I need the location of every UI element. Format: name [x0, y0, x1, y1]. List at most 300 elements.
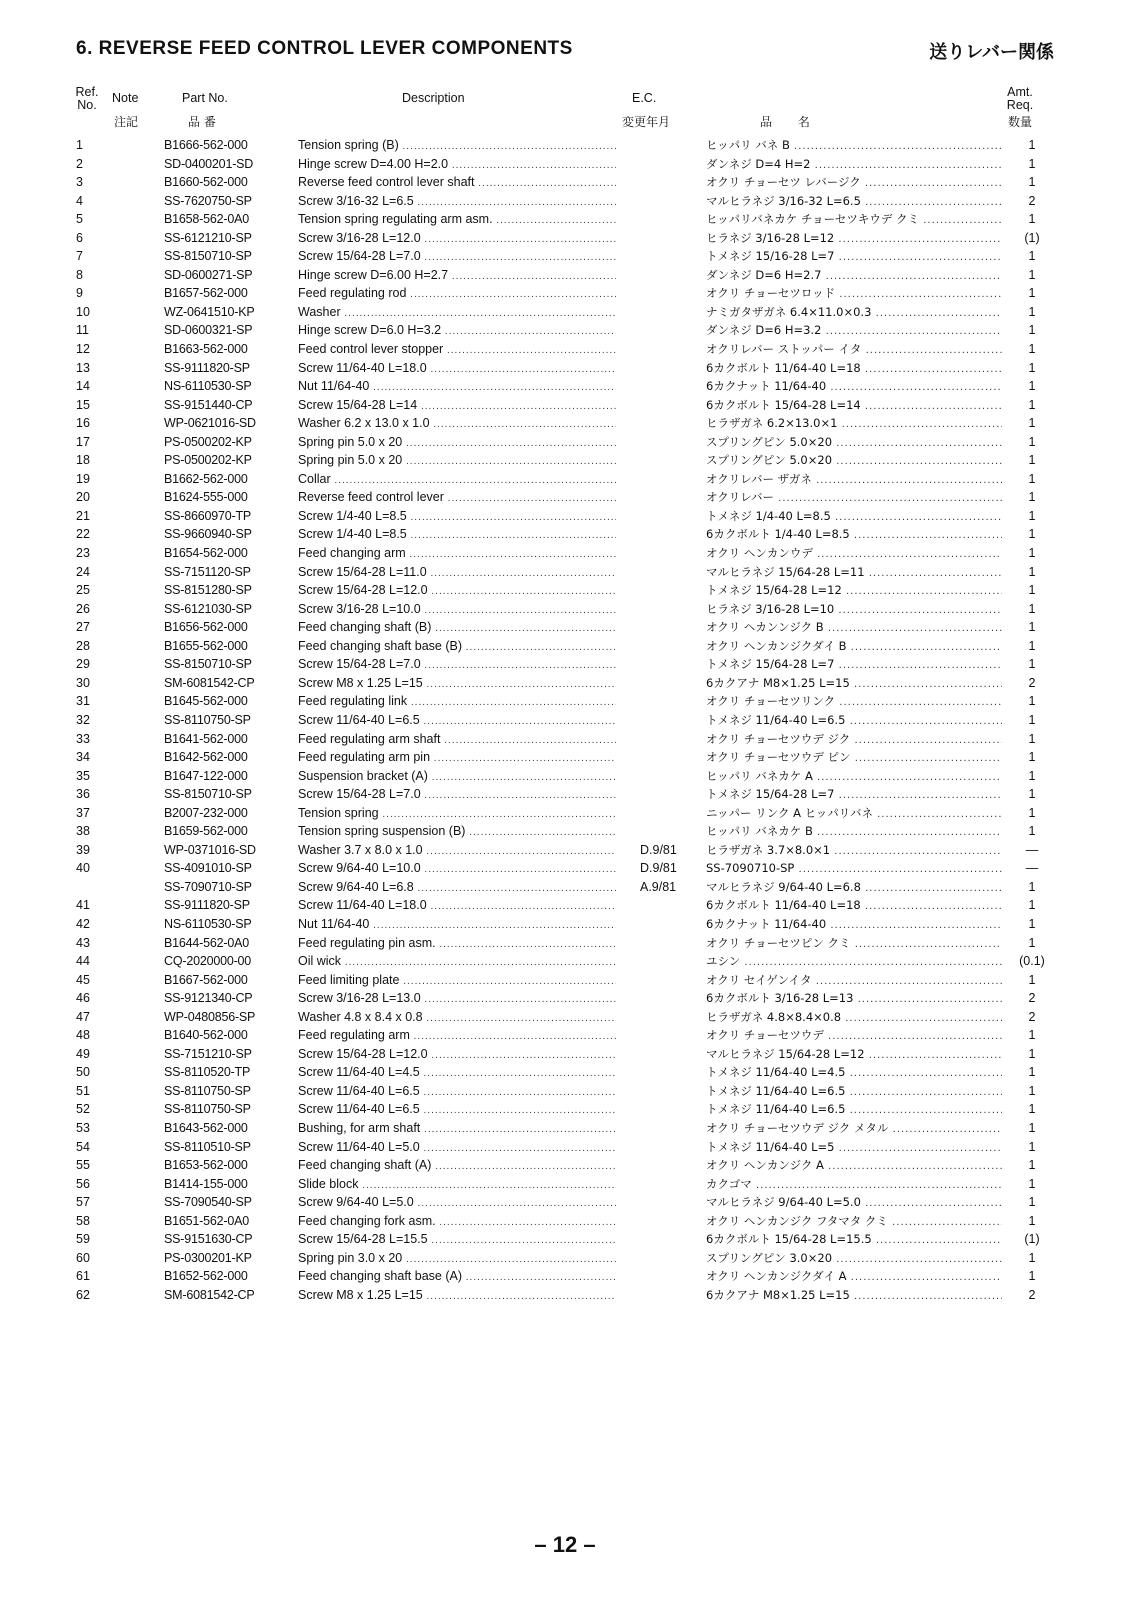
- ref-number: 47: [76, 1009, 90, 1024]
- table-row: [0, 878, 1130, 897]
- japanese-name: オクリ チョーセツロッド .....: [706, 284, 1002, 305]
- part-number: B2007-232-000: [164, 805, 248, 820]
- table-row: [0, 544, 1130, 563]
- ref-number: 18: [76, 453, 90, 468]
- japanese-name: ヒラザガネ 3.7×8.0×1 .....: [706, 841, 1002, 862]
- table-row: [0, 859, 1130, 878]
- table-row: [0, 1063, 1130, 1082]
- ref-number: 38: [76, 824, 90, 839]
- table-row: [0, 655, 1130, 674]
- amount-required: 1: [1028, 1139, 1036, 1154]
- amount-required: 1: [1028, 471, 1036, 486]
- ref-number: 21: [76, 508, 90, 523]
- japanese-name: オクリ チョーセツ レバージク .....: [706, 173, 1002, 194]
- description: Screw 15/64-28 L=7.0 .....: [298, 655, 616, 676]
- table-row: [0, 1082, 1130, 1101]
- japanese-name: 6カクボルト 3/16-28 L=13 .....: [706, 989, 1002, 1010]
- ref-number: 56: [76, 1176, 90, 1191]
- table-row: [0, 692, 1130, 711]
- japanese-name: スプリングピン 5.0×20 .....: [706, 433, 1002, 454]
- description: Screw 9/64-40 L=5.0 .....: [298, 1193, 616, 1214]
- description: Feed regulating arm .....: [298, 1026, 616, 1047]
- table-row: [0, 637, 1130, 656]
- amount-required: 1: [1028, 379, 1036, 394]
- japanese-name: 6カクボルト 11/64-40 L=18 .....: [706, 359, 1002, 380]
- description: Screw 9/64-40 L=6.8 .....: [298, 878, 616, 899]
- part-number: B1666-562-000: [164, 138, 248, 152]
- header-ec: E.C.: [632, 91, 657, 105]
- part-number: SS-7620750-SP: [164, 193, 252, 208]
- description: Screw 1/4-40 L=8.5 .....: [298, 507, 616, 528]
- description: Screw M8 x 1.25 L=15 .....: [298, 674, 616, 695]
- ref-number: 6: [76, 230, 83, 245]
- description: Washer .....: [298, 303, 616, 324]
- japanese-name: カクゴマ .....: [706, 1175, 1002, 1196]
- part-number: SM-6081542-CP: [164, 675, 255, 690]
- part-number: SS-9111820-SP: [164, 360, 250, 375]
- description: Screw 15/64-28 L=15.5 .....: [298, 1230, 616, 1251]
- ref-number: 33: [76, 731, 90, 746]
- table-row: [0, 674, 1130, 693]
- japanese-name: ヒラネジ 3/16-28 L=12 .....: [706, 229, 1002, 250]
- table-row: [0, 340, 1130, 359]
- description: Screw 3/16-32 L=6.5 .....: [298, 192, 616, 213]
- table-row: [0, 952, 1130, 971]
- ref-number: 60: [76, 1250, 90, 1265]
- ref-number: 61: [76, 1269, 90, 1284]
- ref-number: 43: [76, 935, 90, 950]
- header-note: Note: [112, 91, 139, 105]
- table-row: [0, 804, 1130, 823]
- amount-required: 1: [1028, 286, 1036, 301]
- table-row: [0, 1100, 1130, 1119]
- amount-required: 1: [1028, 972, 1036, 987]
- ref-number: 9: [76, 286, 83, 301]
- ref-number: 17: [76, 434, 90, 449]
- ref-number: 3: [76, 175, 83, 190]
- japanese-name: オクリ ヘンカンジク フタマタ クミ .....: [706, 1212, 1002, 1233]
- description: Screw 15/64-28 L=7.0 .....: [298, 785, 616, 806]
- japanese-name: ヒラネジ 3/16-28 L=10 .....: [706, 600, 1002, 621]
- table-row: [0, 507, 1130, 526]
- table-row: [0, 1156, 1130, 1175]
- part-number: B1659-562-000: [164, 824, 248, 839]
- amount-required: 1: [1028, 490, 1036, 505]
- japanese-name: 6カクナット 11/64-40 .....: [706, 377, 1002, 398]
- table-row: [0, 210, 1130, 229]
- amount-required: 2: [1028, 675, 1036, 690]
- japanese-name: オクリ チョーセツウデ ジク メタル .....: [706, 1119, 1002, 1140]
- amount-required: 1: [1028, 323, 1036, 338]
- table-row: [0, 1008, 1130, 1027]
- part-number: B1657-562-000: [164, 286, 248, 301]
- part-number: NS-6110530-SP: [164, 916, 252, 931]
- amount-required: 1: [1028, 546, 1036, 561]
- ref-number: 24: [76, 564, 90, 579]
- amount-required: 1: [1028, 1158, 1036, 1173]
- amount-required: 1: [1028, 397, 1036, 412]
- japanese-name: オクリ ヘンカンジクダイ B .....: [706, 637, 1002, 658]
- parts-table: [0, 136, 1130, 1304]
- table-row: [0, 303, 1130, 322]
- amount-required: 1: [1028, 1028, 1036, 1043]
- description: Nut 11/64-40 .....: [298, 377, 616, 398]
- amount-required: 1: [1028, 249, 1036, 264]
- page-number: – 12 –: [534, 1532, 596, 1557]
- japanese-name: トメネジ 15/16-28 L=7 .....: [706, 247, 1002, 268]
- header-part-no-jp: 品 番: [188, 115, 216, 129]
- table-row: [0, 1026, 1130, 1045]
- part-number: B1651-562-0A0: [164, 1213, 249, 1228]
- description: Tension spring .....: [298, 804, 616, 825]
- japanese-name: ナミガタザガネ 6.4×11.0×0.3 .....: [706, 303, 1002, 324]
- description: Feed regulating arm pin .....: [298, 748, 616, 769]
- part-number: WZ-0641510-KP: [164, 304, 255, 319]
- amount-required: 2: [1028, 1287, 1036, 1302]
- amount-required: 1: [1028, 583, 1036, 598]
- amount-required: 1: [1028, 527, 1036, 542]
- japanese-name: 6カクアナ M8×1.25 L=15 .....: [706, 674, 1002, 695]
- description: Screw 1/4-40 L=8.5 .....: [298, 525, 616, 546]
- japanese-name: ヒラザガネ 4.8×8.4×0.8 .....: [706, 1008, 1002, 1029]
- ref-number: 34: [76, 750, 90, 765]
- amount-required: 1: [1028, 434, 1036, 449]
- part-number: SS-7151210-SP: [164, 1046, 252, 1061]
- amount-required: 1: [1028, 657, 1036, 672]
- part-number: SS-8110750-SP: [164, 712, 251, 727]
- amount-required: 1: [1028, 156, 1036, 171]
- part-number: NS-6110530-SP: [164, 379, 252, 394]
- part-number: B1660-562-000: [164, 175, 248, 190]
- part-number: SS-9151440-CP: [164, 397, 253, 412]
- table-row: [0, 1286, 1130, 1305]
- amount-required: 1: [1028, 360, 1036, 375]
- japanese-name: 6カクボルト 1/4-40 L=8.5 .....: [706, 525, 1002, 546]
- table-row: [0, 581, 1130, 600]
- ref-number: 27: [76, 620, 90, 635]
- amount-required: 1: [1028, 1213, 1036, 1228]
- ref-number: 30: [76, 675, 90, 690]
- japanese-name: トメネジ 11/64-40 L=6.5 .....: [706, 1082, 1002, 1103]
- header-amt-jp: 数量: [1007, 115, 1032, 129]
- japanese-name: ダンネジ D=6 H=2.7 .....: [706, 266, 1002, 287]
- part-number: SD-0400201-SD: [164, 156, 254, 171]
- part-number: WP-0621016-SD: [164, 416, 256, 431]
- part-number: SS-8660970-TP: [164, 508, 252, 523]
- description: Bushing, for arm shaft .....: [298, 1119, 616, 1140]
- table-row: [0, 1230, 1130, 1249]
- japanese-name: オクリ ヘンカンジク A .....: [706, 1156, 1002, 1177]
- table-row: [0, 1249, 1130, 1268]
- part-number: B1653-562-000: [164, 1158, 248, 1173]
- description: Feed changing shaft (B) .....: [298, 618, 616, 639]
- table-row: [0, 470, 1130, 489]
- amount-required: 1: [1028, 916, 1036, 931]
- description: Screw 15/64-28 L=14 .....: [298, 396, 616, 417]
- table-row: [0, 563, 1130, 582]
- table-row: [0, 767, 1130, 786]
- amount-required: 1: [1028, 508, 1036, 523]
- japanese-name: オクリ ヘカンンジク B .....: [706, 618, 1002, 639]
- ref-number: 5: [76, 212, 83, 227]
- amount-required: 1: [1028, 304, 1036, 319]
- table-row: [0, 989, 1130, 1008]
- ref-number: 57: [76, 1195, 90, 1210]
- part-number: SS-7090540-SP: [164, 1195, 252, 1210]
- ref-number: 12: [76, 342, 90, 357]
- japanese-name: オクリレバー ザガネ .....: [706, 470, 1002, 491]
- ref-number: 39: [76, 842, 90, 857]
- amount-required: 1: [1028, 1176, 1036, 1191]
- description: Tension spring suspension (B) .....: [298, 822, 616, 843]
- description: Feed changing shaft base (A) .....: [298, 1267, 616, 1288]
- description: Feed limiting plate .....: [298, 971, 616, 992]
- table-row: [0, 266, 1130, 285]
- amount-required: 1: [1028, 453, 1036, 468]
- amount-required: 1: [1028, 175, 1036, 190]
- amount-required: 1: [1028, 1102, 1036, 1117]
- description: Feed changing fork asm. .....: [298, 1212, 616, 1233]
- description: Screw 9/64-40 L=10.0 .....: [298, 859, 616, 880]
- description: Screw 11/64-40 L=4.5 .....: [298, 1063, 616, 1084]
- header-ec-jp: 変更年月: [622, 115, 671, 129]
- japanese-name: オクリ ヘンカンジクダイ A .....: [706, 1267, 1002, 1288]
- description: Collar .....: [298, 470, 616, 491]
- amount-required: (1): [1024, 230, 1040, 245]
- japanese-name: トメネジ 11/64-40 L=6.5 .....: [706, 711, 1002, 732]
- amount-required: (1): [1024, 1232, 1040, 1247]
- part-number: SM-6081542-CP: [164, 1287, 255, 1302]
- ref-number: 35: [76, 768, 90, 783]
- japanese-name: 6カクボルト 11/64-40 L=18 .....: [706, 896, 1002, 917]
- japanese-name: ヒラザガネ 6.2×13.0×1 .....: [706, 414, 1002, 435]
- amount-required: 1: [1028, 342, 1036, 357]
- ref-number: 62: [76, 1287, 90, 1302]
- ref-number: 55: [76, 1158, 90, 1173]
- description: Feed changing shaft (A) .....: [298, 1156, 616, 1177]
- ref-number: 14: [76, 379, 90, 394]
- ref-number: 11: [76, 323, 89, 338]
- japanese-name: マルヒラネジ 9/64-40 L=5.0 .....: [706, 1193, 1002, 1214]
- amount-required: (0.1): [1019, 954, 1045, 969]
- description: Feed regulating arm shaft .....: [298, 730, 616, 751]
- description: Washer 6.2 x 13.0 x 1.0 .....: [298, 414, 616, 435]
- table-row: [0, 841, 1130, 860]
- part-number: B1652-562-000: [164, 1269, 248, 1284]
- description: Oil wick .....: [298, 952, 616, 973]
- table-row: [0, 136, 1130, 155]
- table-row: [0, 192, 1130, 211]
- amount-required: 1: [1028, 212, 1036, 227]
- japanese-name: トメネジ 15/64-28 L=7 .....: [706, 655, 1002, 676]
- japanese-name: オクリレバー .....: [706, 488, 1002, 509]
- japanese-name: ヒッパリ バネカケ B .....: [706, 822, 1002, 843]
- table-row: [0, 896, 1130, 915]
- amount-required: 1: [1028, 138, 1036, 152]
- amount-required: 1: [1028, 712, 1036, 727]
- japanese-name: マルヒラネジ 15/64-28 L=12 .....: [706, 1045, 1002, 1066]
- ref-number: 15: [76, 397, 90, 412]
- ref-number: 40: [76, 861, 90, 876]
- ref-number: 50: [76, 1065, 90, 1080]
- japanese-name: オクリ チョーセツリンク .....: [706, 692, 1002, 713]
- amount-required: 1: [1028, 1065, 1036, 1080]
- header-ref: Ref. No.: [75, 85, 99, 112]
- ref-number: 44: [76, 954, 90, 969]
- part-number: B1656-562-000: [164, 620, 248, 635]
- ref-number: 59: [76, 1232, 90, 1247]
- description: Tension spring (B) .....: [298, 136, 616, 157]
- part-number: PS-0500202-KP: [164, 434, 252, 449]
- japanese-name: オクリ チョーセツピン クミ .....: [706, 934, 1002, 955]
- description: Screw 15/64-28 L=7.0 .....: [298, 247, 616, 268]
- ref-number: 8: [76, 267, 83, 282]
- part-number: SS-8150710-SP: [164, 249, 252, 264]
- japanese-name: トメネジ 15/64-28 L=12 .....: [706, 581, 1002, 602]
- japanese-name: ヒッパリ バネカケ A .....: [706, 767, 1002, 788]
- table-row: [0, 785, 1130, 804]
- part-number: B1667-562-000: [164, 972, 248, 987]
- description: Feed regulating pin asm. .....: [298, 934, 616, 955]
- description: Hinge screw D=4.00 H=2.0 .....: [298, 155, 616, 176]
- japanese-name: ニッパー リンク A ヒッパリバネ .....: [706, 804, 1002, 825]
- table-row: [0, 1267, 1130, 1286]
- ref-number: 19: [76, 471, 90, 486]
- ref-number: 26: [76, 601, 90, 616]
- description: Screw 11/64-40 L=6.5 .....: [298, 1082, 616, 1103]
- ref-number: 45: [76, 972, 90, 987]
- description: Spring pin 3.0 x 20 .....: [298, 1249, 616, 1270]
- table-row: [0, 1045, 1130, 1064]
- part-number: SS-8110510-SP: [164, 1139, 251, 1154]
- part-number: SS-9111820-SP: [164, 898, 250, 913]
- amount-required: 1: [1028, 1120, 1036, 1135]
- part-number: B1655-562-000: [164, 638, 248, 653]
- amount-required: 1: [1028, 879, 1036, 894]
- description: Screw 11/64-40 L=5.0 .....: [298, 1138, 616, 1159]
- japanese-name: 6カクボルト 15/64-28 L=14 .....: [706, 396, 1002, 417]
- ref-number: 1: [76, 138, 83, 152]
- amount-required: 1: [1028, 601, 1036, 616]
- page-title: 6. REVERSE FEED CONTROL LEVER COMPONENTS: [76, 38, 573, 59]
- table-row: [0, 971, 1130, 990]
- description: Screw 3/16-28 L=10.0 .....: [298, 600, 616, 621]
- description: Washer 4.8 x 8.4 x 0.8 .....: [298, 1008, 616, 1029]
- part-number: B1641-562-000: [164, 731, 248, 746]
- table-row: [0, 1175, 1130, 1194]
- table-row: [0, 1193, 1130, 1212]
- amount-required: 1: [1028, 1083, 1036, 1098]
- part-number: B1414-155-000: [164, 1176, 248, 1191]
- description: Screw 3/16-28 L=12.0 .....: [298, 229, 616, 250]
- ref-number: 4: [76, 193, 83, 208]
- table-row: [0, 934, 1130, 953]
- table-row: [0, 1119, 1130, 1138]
- table-row: [0, 1138, 1130, 1157]
- table-row: [0, 488, 1130, 507]
- japanese-name: トメネジ 1/4-40 L=8.5 .....: [706, 507, 1002, 528]
- ref-number: 52: [76, 1102, 90, 1117]
- japanese-name: オクリレバー ストッパー イタ .....: [706, 340, 1002, 361]
- table-row: [0, 284, 1130, 303]
- description: Feed changing shaft base (B) .....: [298, 637, 616, 658]
- table-row: [0, 377, 1130, 396]
- table-row: [0, 711, 1130, 730]
- description: Reverse feed control lever .....: [298, 488, 616, 509]
- table-row: [0, 155, 1130, 174]
- part-number: SS-8110750-SP: [164, 1102, 251, 1117]
- table-row: [0, 822, 1130, 841]
- table-row: [0, 600, 1130, 619]
- japanese-name: スプリングピン 3.0×20 .....: [706, 1249, 1002, 1270]
- japanese-name: ダンネジ D=4 H=2 .....: [706, 155, 1002, 176]
- header-amt: Amt. Req.: [1006, 85, 1034, 112]
- description: Hinge screw D=6.00 H=2.7 .....: [298, 266, 616, 287]
- japanese-name: オクリ セイゲンイタ .....: [706, 971, 1002, 992]
- description: Nut 11/64-40 .....: [298, 915, 616, 936]
- amount-required: 1: [1028, 898, 1036, 913]
- part-number: SS-7151120-SP: [164, 564, 251, 579]
- part-number: PS-0500202-KP: [164, 453, 252, 468]
- japanese-name: マルヒラネジ 3/16-32 L=6.5 .....: [706, 192, 1002, 213]
- ref-number: 7: [76, 249, 83, 264]
- japanese-name: SS-7090710-SP .....: [706, 859, 1002, 880]
- ref-number: 51: [76, 1083, 90, 1098]
- description: Feed regulating rod .....: [298, 284, 616, 305]
- ref-number: 13: [76, 360, 90, 375]
- amount-required: 2: [1028, 1009, 1036, 1024]
- table-row: [0, 173, 1130, 192]
- part-number: SS-8151280-SP: [164, 583, 252, 598]
- table-row: [0, 396, 1130, 415]
- part-number: SD-0600321-SP: [164, 323, 253, 338]
- ref-number: 54: [76, 1139, 90, 1154]
- ref-number: 29: [76, 657, 90, 672]
- ec-date: A.9/81: [640, 879, 677, 894]
- part-number: SD-0600271-SP: [164, 267, 253, 282]
- description: Screw 11/64-40 L=18.0 .....: [298, 359, 616, 380]
- japanese-name: 6カクボルト 15/64-28 L=15.5 .....: [706, 1230, 1002, 1251]
- part-number: SS-9660940-SP: [164, 527, 252, 542]
- part-number: SS-8150710-SP: [164, 787, 252, 802]
- ref-number: 49: [76, 1046, 90, 1061]
- japanese-name: マルヒラネジ 9/64-40 L=6.8 .....: [706, 878, 1002, 899]
- japanese-name: トメネジ 11/64-40 L=4.5 .....: [706, 1063, 1002, 1084]
- japanese-name: ヒッパリ バネ B .....: [706, 136, 1002, 157]
- ec-date: D.9/81: [640, 861, 677, 876]
- ref-number: 16: [76, 416, 90, 431]
- japanese-name: オクリ ヘンカンウデ .....: [706, 544, 1002, 565]
- ref-number: 22: [76, 527, 90, 542]
- table-row: [0, 229, 1130, 248]
- part-number: B1640-562-000: [164, 1028, 248, 1043]
- amount-required: 1: [1028, 768, 1036, 783]
- description: Spring pin 5.0 x 20 .....: [298, 433, 616, 454]
- amount-required: 1: [1028, 694, 1036, 709]
- part-number: B1643-562-000: [164, 1120, 248, 1135]
- amount-required: 2: [1028, 991, 1036, 1006]
- japanese-name: トメネジ 11/64-40 L=5 .....: [706, 1138, 1002, 1159]
- part-number: SS-6121030-SP: [164, 601, 252, 616]
- ec-date: D.9/81: [640, 842, 677, 857]
- description: Slide block .....: [298, 1175, 616, 1196]
- description: Spring pin 5.0 x 20 .....: [298, 451, 616, 472]
- part-number: SS-9151630-CP: [164, 1232, 253, 1247]
- table-row: [0, 414, 1130, 433]
- ref-number: 41: [76, 898, 90, 913]
- part-number: B1644-562-0A0: [164, 935, 249, 950]
- description: Feed regulating link .....: [298, 692, 616, 713]
